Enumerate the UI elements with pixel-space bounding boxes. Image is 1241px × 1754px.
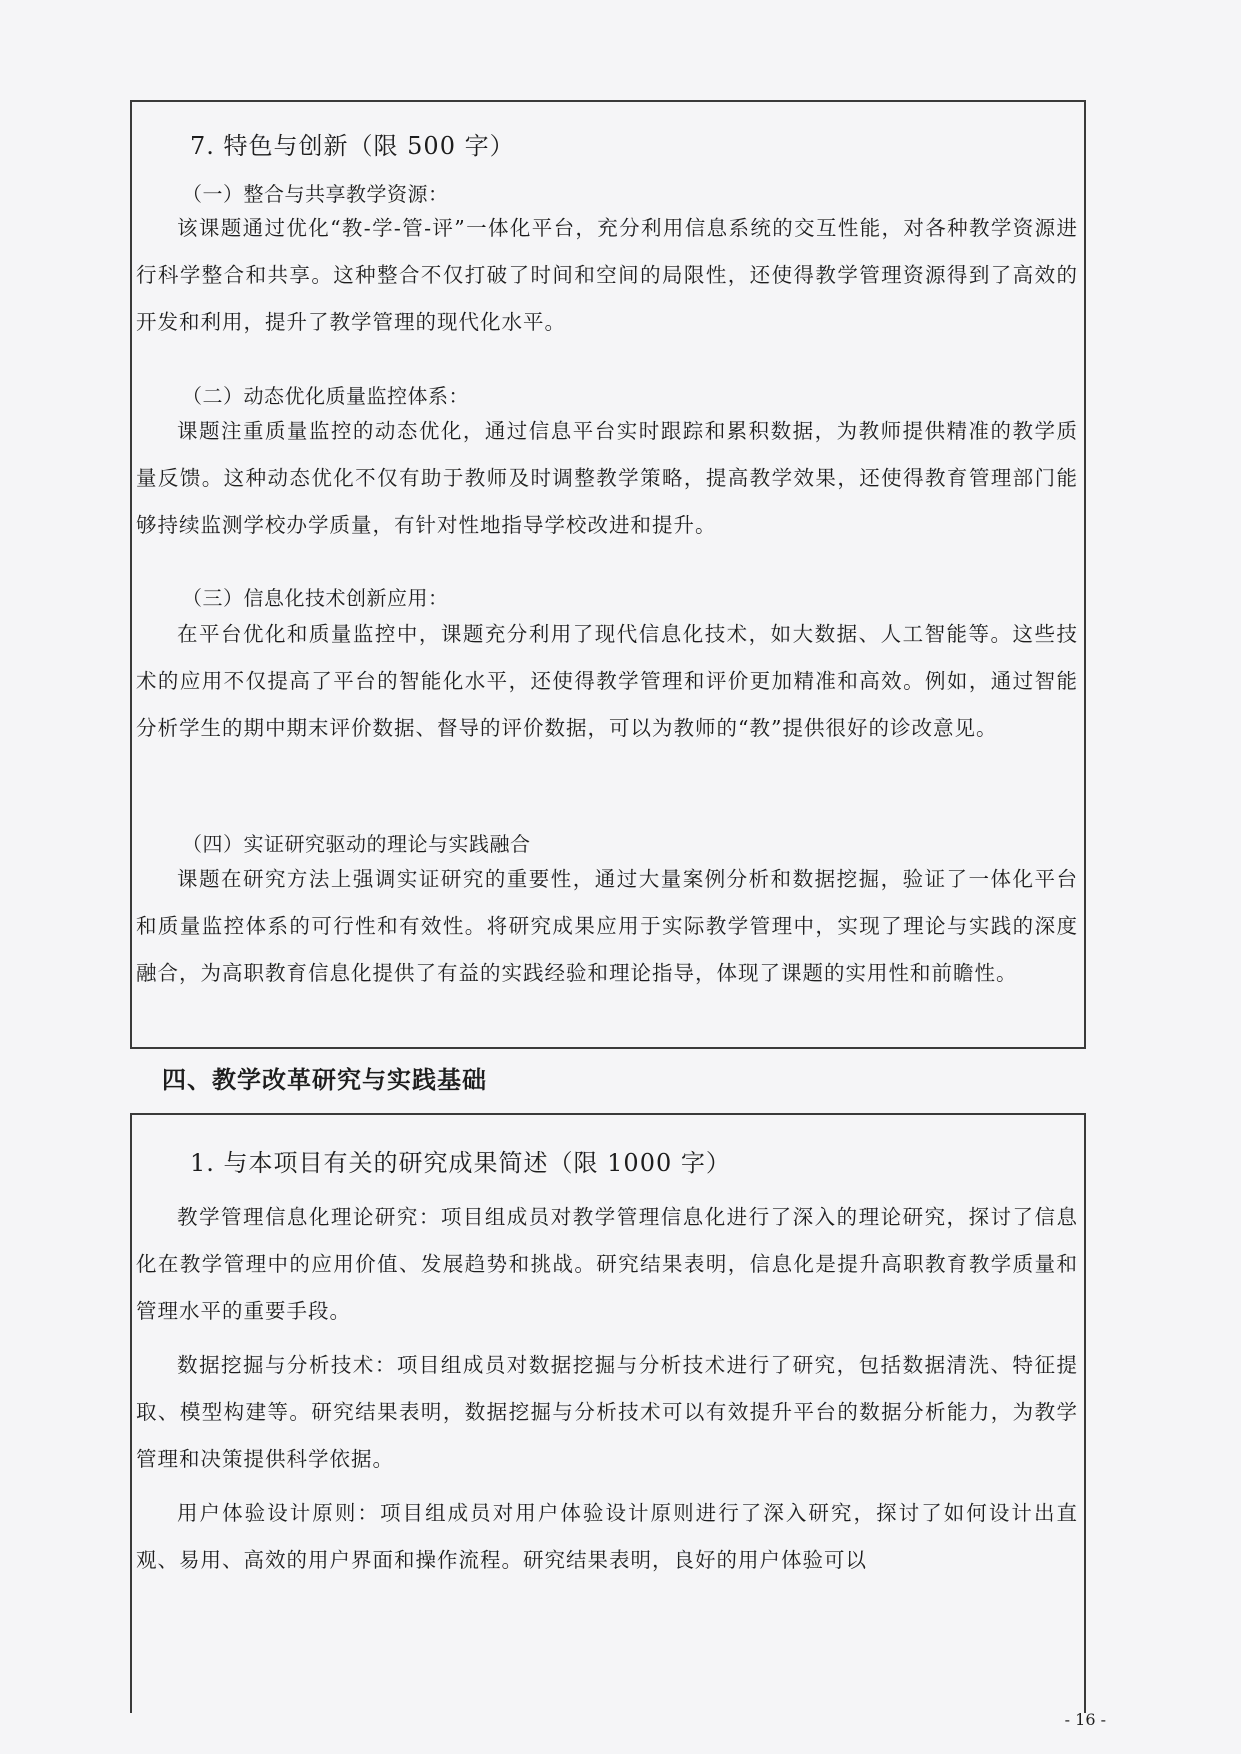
- section-7-title: 7. 特色与创新（限 500 字）: [190, 132, 515, 160]
- section-7-subheading-2: （二）动态优化质量监控体系：: [182, 384, 469, 408]
- section-7-paragraph-1: 该课题通过优化“教-学-管-评”一体化平台，充分利用信息系统的交互性能，对各种教学资源进行科学整合和共享。这种整合不仅打破了时间和空间的局限性，还使得教学管理资源得到了高效的开发和利用，提升了教学管理的现代化水平。: [136, 216, 1078, 334]
- section-7-paragraph-3: 在平台优化和质量监控中，课题充分利用了现代信息化技术，如大数据、人工智能等。这些技术的应用不仅提高了平台的智能化水平，还使得教学管理和评价更加精准和高效。例如，通过智能分析学生的期中期末评价数据、督导的评价数据，可以为教师的“教”提供很好的诊改意见。: [136, 622, 1078, 740]
- page-number: - 16 -: [1064, 1710, 1106, 1729]
- section-1-title: 1. 与本项目有关的研究成果简述（限 1000 字）: [190, 1149, 731, 1177]
- section-7-subheading-1: （一）整合与共享教学资源：: [182, 182, 449, 206]
- section-7-paragraph-4: 课题在研究方法上强调实证研究的重要性，通过大量案例分析和数据挖掘，验证了一体化平台和质量监控体系的可行性和有效性。将研究成果应用于实际教学管理中，实现了理论与实践的深度融合，为高职教育信息化提供了有益的实践经验和理论指导，体现了课题的实用性和前瞻性。: [136, 867, 1078, 985]
- section-1-paragraph-1: 教学管理信息化理论研究：项目组成员对教学管理信息化进行了深入的理论研究，探讨了信息化在教学管理中的应用价值、发展趋势和挑战。研究结果表明，信息化是提升高职教育教学质量和管理水平的重要手段。: [136, 1205, 1078, 1323]
- section-1-paragraph-3: 用户体验设计原则：项目组成员对用户体验设计原则进行了深入研究，探讨了如何设计出直观、易用、高效的用户界面和操作流程。研究结果表明，良好的用户体验可以: [136, 1501, 1078, 1572]
- section-7-subheading-4: （四）实证研究驱动的理论与实践融合: [182, 832, 531, 856]
- chapter-4-heading: 四、教学改革研究与实践基础: [162, 1065, 487, 1094]
- section-7-subheading-3: （三）信息化技术创新应用：: [182, 586, 449, 610]
- section-1-paragraph-2: 数据挖掘与分析技术：项目组成员对数据挖掘与分析技术进行了研究，包括数据清洗、特征提取、模型构建等。研究结果表明，数据挖掘与分析技术可以有效提升平台的数据分析能力，为教学管理和决策提供科学依据。: [136, 1353, 1078, 1471]
- section-7-paragraph-2: 课题注重质量监控的动态优化，通过信息平台实时跟踪和累积数据，为教师提供精准的教学质量反馈。这种动态优化不仅有助于教师及时调整教学策略，提高教学效果，还使得教育管理部门能够持续监测学校办学质量，有针对性地指导学校改进和提升。: [136, 419, 1078, 537]
